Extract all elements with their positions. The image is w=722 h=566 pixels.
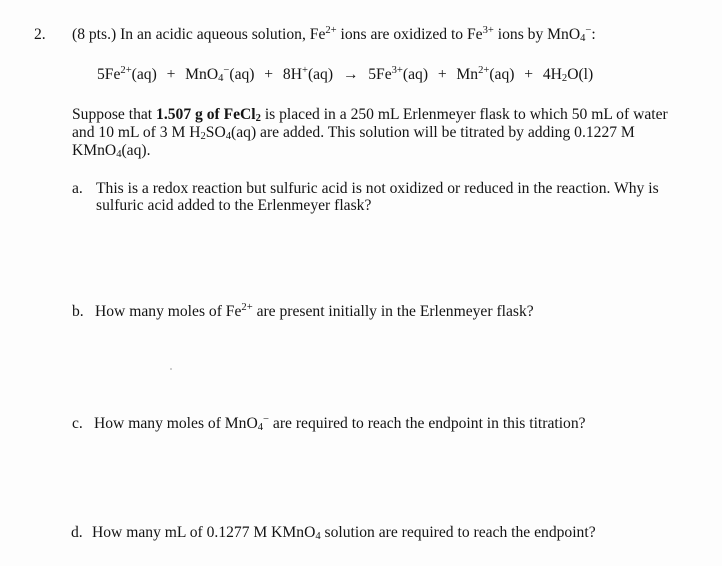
intro-text: In an acidic aqueous solution, $Fe^{2+}$ ions are oxidized to $Fe^{3+}$ ions by MnO$_4$−:: [120, 25, 596, 45]
setup-line-2: and 10 mL of 3 M $H_2SO_4(aq)$ are added. This solution will be titrated by adding 0.1227 M: [72, 124, 635, 143]
part-d-question: How many mL of 0.1277 M KMnO$_4$ solution are required to reach the endpoint?: [92, 524, 596, 543]
question-number: 2.: [34, 26, 46, 43]
part-c-label: c.: [72, 415, 83, 432]
setup-line-3: KMnO$_4$(aq).: [72, 142, 151, 161]
reaction-arrow: →: [342, 66, 359, 83]
setup-line-1: Suppose that 1.507 g of FeCl$_2$ is placed in a 250 mL Erlenmeyer flask to which 50 mL of water: [72, 106, 668, 125]
part-d-label: d.: [71, 524, 83, 541]
part-a-question-line-1: This is a redox reaction but sulfuric acid is not oxidized or reduced in the reaction. Why is: [96, 180, 659, 197]
part-a-question-line-2: sulfuric acid added to the Erlenmeyer flask?: [96, 197, 372, 214]
part-b-label: b.: [72, 303, 84, 320]
question-intro: [72, 26, 596, 44]
points-label: (8 pts.): [72, 26, 117, 43]
part-c-question: How many moles of MnO$_4$− are required to reach the endpoint in this titration?: [94, 414, 586, 434]
balanced-equation: $5Fe^{2+}(aq) + MnO_4^-(aq) + 8H^+(aq) \to 5Fe^{3+}(aq) + Mn^{2+}(aq) + 4H_2O(l)$: [97, 65, 594, 85]
part-a-label: a.: [72, 180, 83, 197]
scan-speck: [170, 368, 172, 370]
sample-mass: 1.507 g of FeCl: [156, 106, 256, 123]
part-b-question: How many moles of $Fe^{2+}$ are present initially in the Erlenmeyer flask?: [95, 302, 534, 320]
